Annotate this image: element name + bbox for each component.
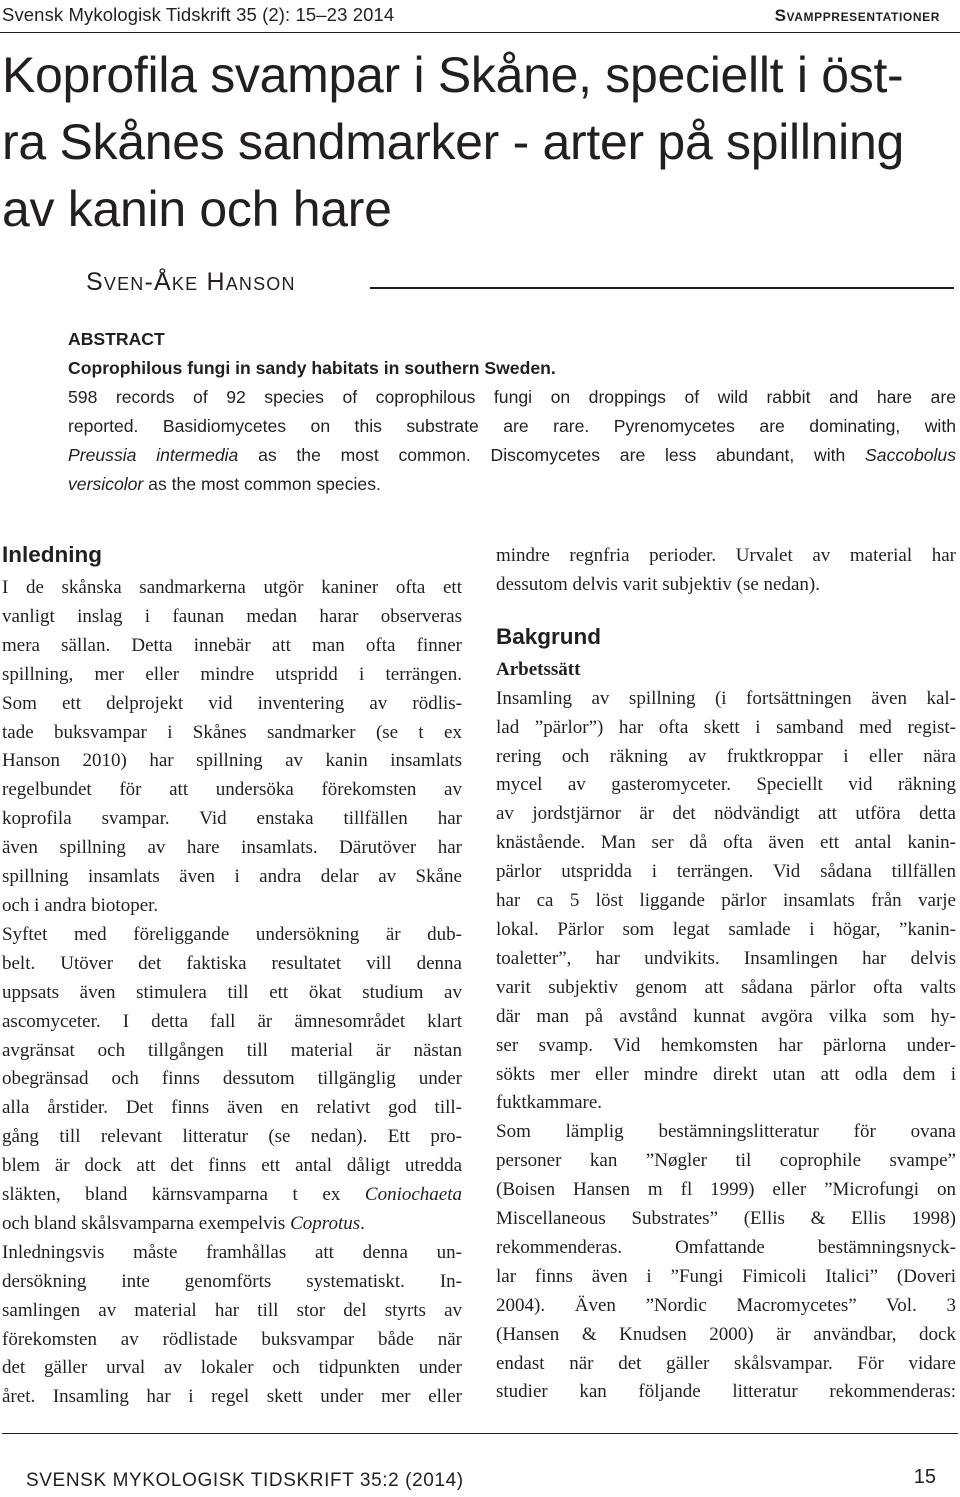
body-line: endast när det gäller skålsvampar. För vidare — [496, 1352, 956, 1374]
abstract — [68, 325, 956, 499]
body-line: Insamling av spillning (i fortsättningen även kal- — [496, 687, 956, 709]
body-line: sökts mer eller mindre direkt utan att odla dem i — [496, 1063, 956, 1085]
body-line: Inledningsvis måste framhållas att denna un- — [2, 1241, 462, 1263]
body-line: där man på avstånd kunnat avgöra vilka som hy- — [496, 1005, 956, 1027]
author-name: Sven-Åke Hanson — [86, 268, 296, 296]
genus-name: Coniochaeta — [364, 1184, 462, 1206]
body-line: det gäller urval av lokaler och tidpunkten under — [2, 1357, 462, 1379]
body-line: spillning insamlats även i andra delar av Skåne — [2, 866, 462, 888]
body-line: belt. Utöver det faktiska resultatet vill denna — [2, 952, 462, 974]
abstract-line: 598 records of 92 species of coprophilous fungi on droppings of wild rabbit and hare are — [68, 387, 956, 407]
abstract-line — [68, 441, 956, 470]
author-row — [86, 268, 956, 308]
body-line: mycel av gasteromyceter. Speciellt vid räkning — [496, 774, 956, 796]
body-line: året. Insamling har i regel skett under mer eller — [2, 1386, 462, 1408]
body-line: studier kan följande litteratur rekommenderas: — [496, 1381, 956, 1403]
species-name: versicolor — [68, 474, 144, 494]
right-column — [496, 542, 956, 1407]
body-line: lar finns även i ”Fungi Fimicoli Italici” (Doveri — [496, 1265, 956, 1287]
body-line: Som lämplig bestämningslitteratur för ovana — [496, 1121, 956, 1143]
body-line: knästående. Man ser då ofta även ett antal kanin- — [496, 832, 956, 854]
body-line: blem är dock att det finns ett antal dåligt utredda — [2, 1155, 462, 1177]
body-text: och bland skålsvamparna exempelvis — [2, 1212, 291, 1234]
body-line: Hanson 2010) har spillning av kanin insamlats — [2, 750, 462, 772]
body-line: lokal. Pärlor som legat samlade i högar, ”kanin- — [496, 918, 956, 940]
right-column-body — [496, 685, 956, 1408]
footer-rule — [2, 1433, 958, 1434]
body-line: Miscellaneous Substrates” (Ellis & Ellis 1998) — [496, 1208, 956, 1230]
body-text: . — [360, 1212, 365, 1234]
body-line: regelbundet för att undersöka förekomsten av — [2, 779, 462, 801]
abstract-line — [68, 470, 956, 499]
body-line: avgränsat och tillgången till material är nästan — [2, 1039, 462, 1061]
section-heading-inledning: Inledning — [2, 542, 102, 567]
body-line: obegränsad och finns dessutom tillgänglig under — [2, 1068, 462, 1090]
abstract-text: as the most common species. — [143, 474, 381, 494]
body-line: pärlor utspridda i terrängen. Vid sådana tillfällen — [496, 861, 956, 883]
left-column-body — [2, 574, 462, 1412]
body-line: I de skånska sandmarkerna utgör kaniner ofta ett — [2, 577, 462, 598]
section-heading-bakgrund: Bakgrund — [496, 623, 602, 649]
body-line: gång till relevant litteratur (se nedan). Ett pro- — [2, 1126, 462, 1148]
body-text: släkten, bland kärnsvamparna t ex — [2, 1184, 365, 1206]
body-line: (Boisen Hansen m fl 1999) eller ”Microfungi on — [496, 1179, 956, 1201]
species-name: Preussia intermedia — [68, 445, 239, 465]
abstract-text: as the most common. Discomycetes are less abundant, with — [238, 445, 866, 465]
body-line: uppsats även stimulera till ett ökat studium av — [2, 981, 462, 1003]
body-line: även spillning av hare insamlats. Därutöver har — [2, 837, 462, 859]
body-line: 2004). Även ”Nordic Macromycetes” Vol. 3 — [496, 1294, 956, 1316]
abstract-line: reported. Basidiomycetes on this substrate are rare. Pyrenomycetes are dominating, with — [68, 416, 956, 436]
body-line: rekommenderas. Omfattande bestämningsnyck- — [496, 1236, 956, 1258]
body-line: och i andra biotoper. — [2, 894, 159, 916]
body-line: förekomsten av rödlistade buksvampar både när — [2, 1328, 462, 1350]
body-line: har ca 5 löst liggande pärlor insamlats från varje — [496, 890, 956, 912]
title-line: av kanin och hare — [2, 181, 392, 237]
left-column — [2, 540, 462, 1412]
body-line: personer kan ”Nøgler til coprophile svampe” — [496, 1150, 956, 1172]
journal-reference: Svensk Mykologisk Tidskrift 35 (2): 15–23 2014 — [2, 4, 395, 25]
body-line: dessutom delvis varit subjektiv (se nedan). — [496, 573, 820, 595]
genus-name: Coprotus — [290, 1212, 361, 1234]
body-line: samlingen av material har till stor del styrts av — [2, 1299, 462, 1321]
body-line: Som ett delprojekt vid inventering av rödlis- — [2, 692, 462, 714]
abstract-subtitle: Coprophilous fungi in sandy habitats in southern Sweden. — [68, 358, 556, 378]
body-line: tade buksvampar i Skånes sandmarker (se t ex — [2, 721, 462, 743]
species-name: Saccobolus — [865, 445, 957, 465]
body-line: toaletter”, har undvikits. Insamlingen har delvis — [496, 947, 956, 969]
title-line: ra Skånes sandmarker - arter på spillning — [2, 114, 905, 170]
body-line: ascomyceter. I detta fall är ämnesområdet klart — [2, 1010, 462, 1032]
running-header — [2, 2, 946, 30]
body-line: mindre regnfria perioder. Urvalet av material har — [496, 545, 956, 566]
article-title — [2, 42, 952, 243]
body-line: Syftet med föreliggande undersökning är dub- — [2, 923, 462, 945]
body-line: ser svamp. Vid hemkomsten har pärlorna under- — [496, 1034, 956, 1056]
page-number: 15 — [913, 1466, 936, 1488]
body-line: rering och räkning av fruktkroppar i eller nära — [496, 745, 956, 767]
body-line: av jordstjärnor är det nödvändigt att utföra detta — [496, 803, 956, 825]
footer-journal: SVENSK MYKOLOGISK TIDSKRIFT 35:2 (2014) — [26, 1470, 464, 1491]
body-line: vanligt inslag i faunan medan harar observeras — [2, 605, 462, 627]
author-rule — [370, 287, 954, 289]
body-line — [2, 1210, 462, 1239]
body-line: dersökning inte genomförts systematiskt. In- — [2, 1270, 462, 1292]
header-rule — [0, 32, 960, 33]
body-line: fuktkammare. — [496, 1092, 603, 1114]
body-line: alla årstider. Det finns även en relativt god till- — [2, 1097, 462, 1119]
body-line — [2, 1181, 462, 1210]
section-label: Svamppresentationer — [774, 6, 940, 25]
body-line: lad ”pärlor”) har ofta skett i samband med regist- — [496, 716, 956, 738]
body-line: spillning, mer eller mindre utspridd i terrängen. — [2, 663, 462, 685]
body-line: koprofila svampar. Vid enstaka tillfällen har — [2, 808, 462, 830]
title-line: Koprofila svampar i Skåne, speciellt i öst- — [2, 47, 904, 103]
subheading-arbetssatt: Arbetssätt — [496, 658, 581, 680]
body-line: varit subjektiv genom att sådana pärlor ofta valts — [496, 976, 956, 998]
body-line: (Hansen & Knudsen 2000) är användbar, dock — [496, 1323, 956, 1345]
body-line: mera sällan. Detta innebär att man ofta finner — [2, 634, 462, 656]
abstract-heading: ABSTRACT — [68, 329, 165, 349]
